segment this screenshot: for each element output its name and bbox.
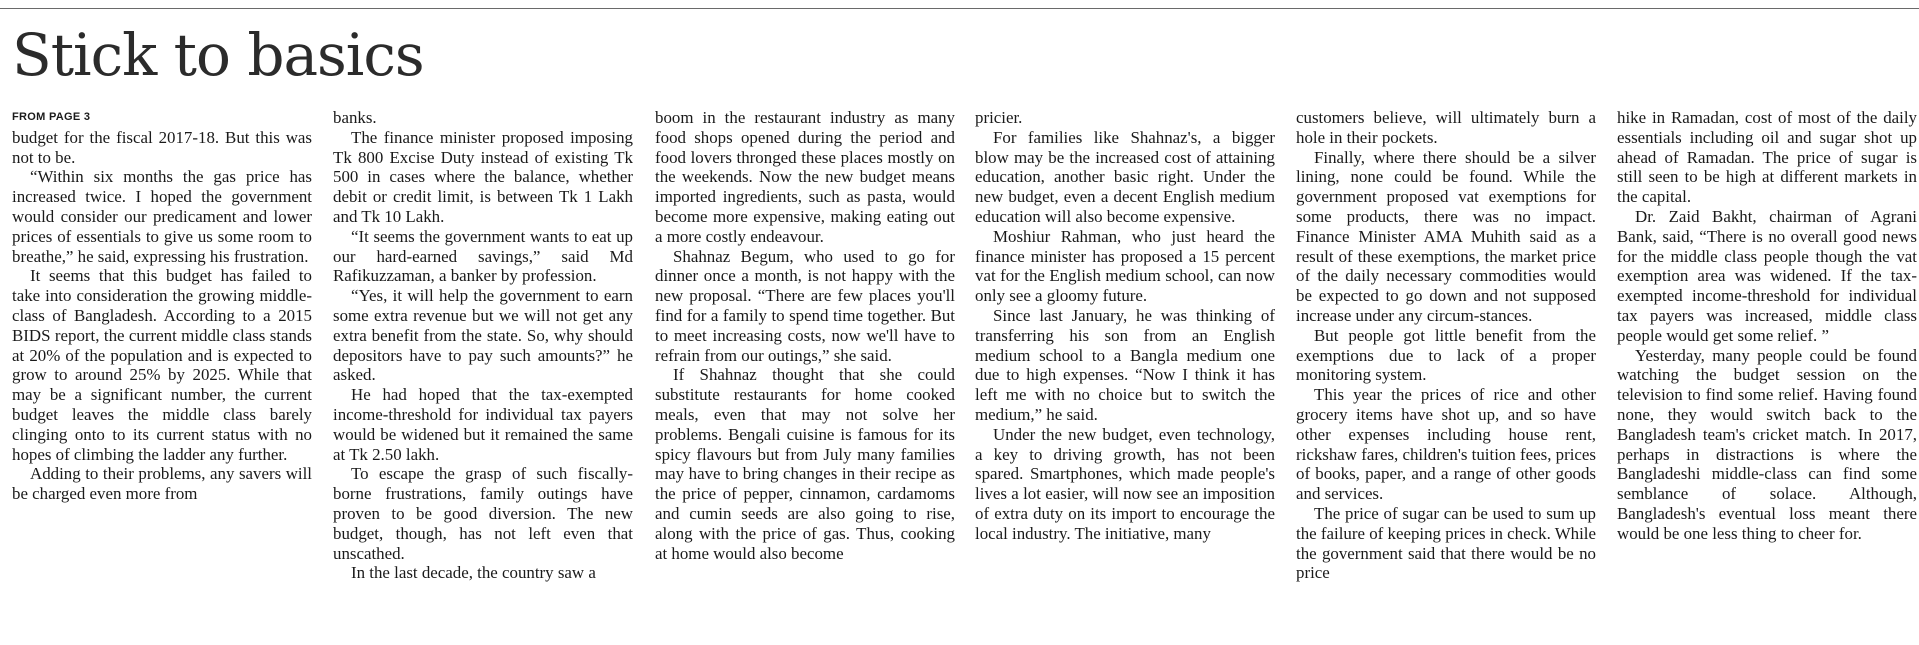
article-column-3 [655, 108, 955, 645]
paragraph: budget for the fiscal 2017-18. But this was not to be. [12, 127, 312, 167]
kicker-from-page: FROM PAGE 3 [12, 111, 91, 123]
paragraph: Since last January, he was thinking of transferring his son from an English medium school to a Bangla medium one due to high expenses. “Now I think it has left me with no choice but to switch the medium,” he said. [975, 305, 1275, 424]
paragraph: But people got little benefit from the exemptions due to lack of a proper monitoring system. [1296, 325, 1596, 385]
paragraph: boom in the restaurant industry as many food shops opened during the period and food lovers thronged these places mostly on the weekends. Now the new budget means imported ingredients, such as pasta, would become more expensive, making eating out a more costly endeavour. [655, 108, 955, 246]
paragraph: For families like Shahnaz's, a bigger blow may be the increased cost of attaining education, another basic right. Under the new budget, even a decent English medium education will also become expensive. [975, 127, 1275, 226]
headline: Stick to basics [12, 21, 424, 89]
paragraph: This year the prices of rice and other grocery items have shot up, and so have other expenses including house rent, rickshaw fares, children's tuition fees, prices of books, paper, and a range of other goods and services. [1296, 385, 1596, 504]
paragraph: “Yes, it will help the government to earn some extra revenue but we will not get any extra benefit from the state. So, why should depositors have to pay such amounts?” he asked. [333, 286, 633, 385]
paragraph: “Within six months the gas price has increased twice. I hoped the government would consider our predicament and lower prices of essentials to give us some room to breathe,” he said, expressing his frustration. [12, 167, 312, 266]
paragraph: If Shahnaz thought that she could substitute restaurants for home cooked meals, even that may not solve her problems. Bengali cuisine is famous for its spicy flavours but from July many families may have to bring changes in their recipe as the price of pepper, cinnamon, cardamoms and cumin seeds are also going to rise, along with the price of gas. Thus, cooking at home would also become [655, 365, 955, 563]
paragraph: He had hoped that the tax-exempted income-threshold for individual tax payers would be widened but it remained the same at Tk 2.50 lakh. [333, 385, 633, 464]
paragraph: Adding to their problems, any savers will be charged even more from [12, 464, 312, 504]
top-rule [0, 8, 1919, 9]
paragraph: It seems that this budget has failed to take into consideration the growing middle-class of Bangladesh. According to a 2015 BIDS report, the current middle class stands at 20% of the population and is expected to grow to around 25% by 2025. While that may be a significant number, the current budget leaves the middle class barely clinging onto to its current status with no hopes of climbing the ladder any further. [12, 266, 312, 464]
article-column-6 [1617, 108, 1917, 645]
paragraph: customers believe, will ultimately burn a hole in their pockets. [1296, 108, 1596, 147]
paragraph: The finance minister proposed imposing Tk 800 Excise Duty instead of existing Tk 500 in cases where the balance, whether debit or credit limit, is between Tk 1 Lakh and Tk 10 Lakh. [333, 127, 633, 226]
paragraph: The price of sugar can be used to sum up the failure of keeping prices in check. While the government said that there would be no price [1296, 503, 1596, 583]
paragraph: Moshiur Rahman, who just heard the finance minister has proposed a 15 percent vat for the English medium school, can now only see a gloomy future. [975, 226, 1275, 306]
paragraph: In the last decade, the country saw a [351, 563, 596, 583]
paragraph: Shahnaz Begum, who used to go for dinner once a month, is not happy with the new proposal. “There are few places you'll find for a family to spend time together. But to meet increasing costs, now we'll have to refrain from our outings,” she said. [655, 246, 955, 365]
paragraph: Under the new budget, even technology, a key to driving growth, has not been spared. Smartphones, which made people's lives a lot easier, will now see an imposition of extra duty on its import to encourage the local industry. The initiative, many [975, 424, 1275, 543]
article-column-4 [975, 108, 1275, 645]
paragraph: “It seems the government wants to eat up our hard-earned savings,” said Md Rafikuzzaman, a banker by profession. [333, 226, 633, 286]
article-column-5 [1296, 108, 1596, 645]
article-column-1 [12, 108, 312, 645]
paragraph: hike in Ramadan, cost of most of the daily essentials including oil and sugar shot up ahead of Ramadan. The price of sugar is still seen to be high at different markets in the capital. [1617, 108, 1917, 207]
paragraph: pricier. [975, 108, 1023, 127]
paragraph: Yesterday, many people could be found watching the budget session on the television to find some relief. Having found none, they would switch back to the Bangladesh team's cricket match. In 2017, perhaps in distractions is where the Bangladeshi middle-class can find some semblance of solace. Although, Bangladesh's eventual loss meant there would be one less thing to cheer for. [1617, 345, 1917, 543]
paragraph: Dr. Zaid Bakht, chairman of Agrani Bank, said, “There is no overall good news for the middle class people though the vat exemption area was widened. If the tax-exempted income-threshold for individual tax payers was increased, middle class people would get some relief. ” [1617, 206, 1917, 345]
paragraph: To escape the grasp of such fiscally-borne frustrations, family outings have proven to be good diversion. The new budget, though, has not left even that unscathed. [333, 464, 633, 563]
paragraph: banks. [333, 108, 377, 127]
paragraph: Finally, where there should be a silver lining, none could be found. While the government proposed vat exemptions for some products, there was no impact. Finance Minister AMA Muhith said as a result of these exemptions, the market price of the daily necessary commodities would be expected to go down and not supposed increase under any circum-stances. [1296, 147, 1596, 325]
article-column-2 [333, 108, 633, 645]
